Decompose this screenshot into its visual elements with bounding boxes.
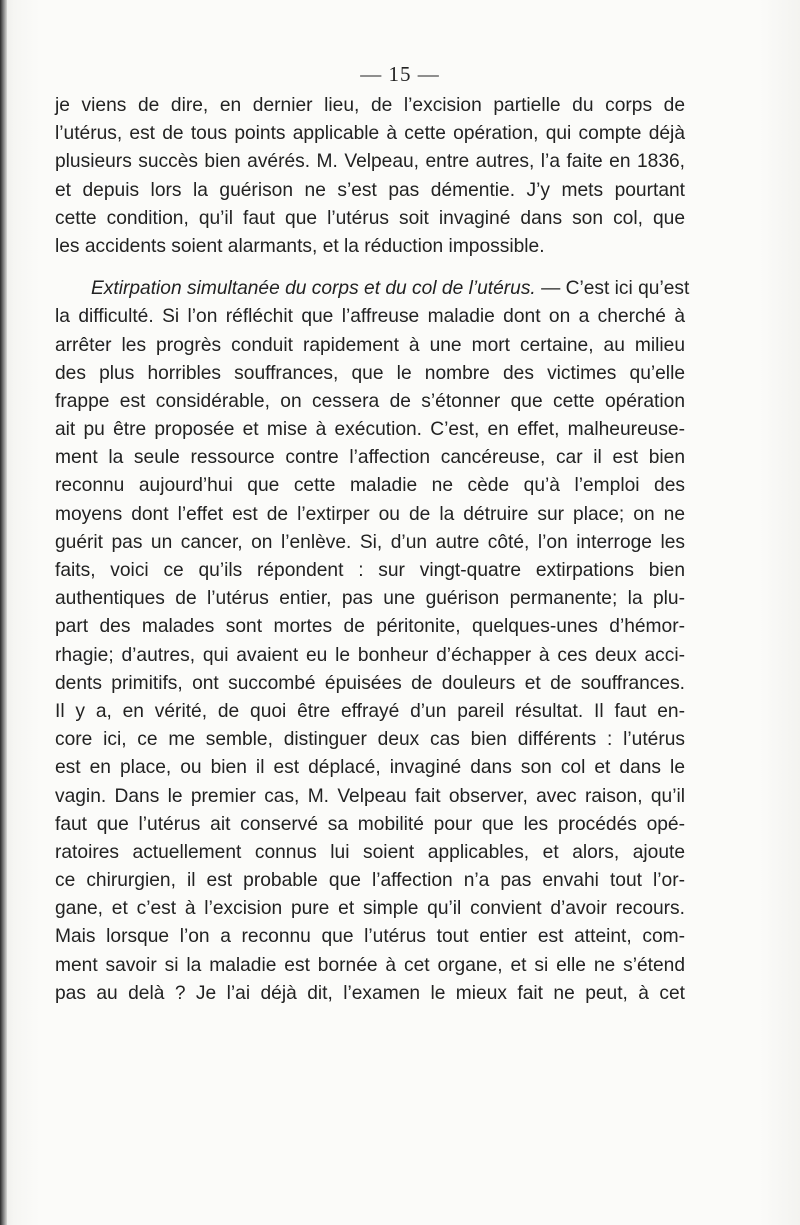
- heading-continuation: — C’est ici qu’est: [541, 278, 690, 300]
- text-line-heading: [55, 275, 690, 303]
- text-line: vagin. Dans le premier cas, M. Velpeau fait observer, avec raison, qu’il: [55, 785, 685, 807]
- text-line: Mais lorsque l’on a reconnu que l’utérus tout entier est atteint, com-: [55, 926, 685, 948]
- text-line: part des malades sont mortes de péritonite, quelques-unes d’hémor-: [55, 616, 685, 638]
- text-line: reconnu aujourd’hui que cette maladie ne cède qu’à l’emploi des: [55, 475, 685, 497]
- text-line: la difficulté. Si l’on réfléchit que l’affreuse maladie dont on a cherché à: [55, 306, 685, 328]
- text-line: l’utérus, est de tous points applicable à cette opération, qui compte déjà: [55, 123, 685, 145]
- text-line: ratoires actuellement connus lui soient applicables, et alors, ajoute: [55, 841, 685, 863]
- text-line: guérit pas un cancer, on l’enlève. Si, d’un autre côté, l’on interroge les: [55, 531, 685, 553]
- text-line: moyens dont l’effet est de l’extirper ou de la détruire sur place; on ne: [55, 503, 685, 525]
- text-line: est en place, ou bien il est déplacé, invaginé dans son col et dans le: [55, 757, 685, 779]
- section-heading: Extirpation simultanée du corps et du col de l’utérus.: [91, 278, 536, 300]
- text-line: Il y a, en vérité, de quoi être effrayé d’un pareil résultat. Il faut en-: [55, 700, 685, 722]
- binding-edge: [0, 0, 7, 1225]
- text-line: ce chirurgien, il est probable que l’affection n’a pas envahi tout l’or-: [55, 870, 685, 892]
- text-line: des plus horribles souffrances, que le nombre des victimes qu’elle: [55, 362, 685, 384]
- text-line: ait pu être proposée et mise à exécution. C’est, en effet, malheureuse-: [55, 419, 685, 441]
- text-line: dents primitifs, ont succombé épuisées de douleurs et de souffrances.: [55, 672, 685, 694]
- paragraph-2: [55, 275, 690, 1008]
- text-line: authentiques de l’utérus entier, pas une guérison permanente; la plu-: [55, 588, 685, 610]
- page-number: — 15 —: [360, 62, 440, 86]
- text-line: rhagie; d’autres, qui avaient eu le bonheur d’échapper à ces deux acci-: [55, 644, 685, 666]
- text-line: ment la seule ressource contre l’affection cancéreuse, car il est bien: [55, 447, 685, 469]
- text-line: plusieurs succès bien avérés. M. Velpeau, entre autres, l’a faite en 1836,: [55, 151, 685, 173]
- text-line: et depuis lors la guérison ne s’est pas démentie. J’y mets pourtant: [55, 179, 685, 201]
- text-line: faut que l’utérus ait conservé sa mobilité pour que les procédés opé-: [55, 813, 685, 835]
- text-line: arrêter les progrès conduit rapidement à une mort certaine, au milieu: [55, 334, 685, 356]
- paragraph-gap: [55, 261, 685, 275]
- text-line: pas au delà ? Je l’ai déjà dit, l’examen le mieux fait ne peut, à cet: [55, 982, 685, 1004]
- text-line: frappe est considérable, on cessera de s’étonner que cette opération: [55, 390, 685, 412]
- body-text: [55, 92, 690, 1008]
- text-line: les accidents soient alarmants, et la réduction impossible.: [55, 235, 545, 257]
- text-line: core ici, ce me semble, distinguer deux cas bien différents : l’utérus: [55, 729, 685, 751]
- text-line: je viens de dire, en dernier lieu, de l’excision partielle du corps de: [55, 95, 685, 116]
- text-line: faits, voici ce qu’ils répondent : sur vingt-quatre extirpations bien: [55, 560, 685, 581]
- text-line: ment savoir si la maladie est bornée à cet organe, et si elle ne s’étend: [55, 954, 685, 976]
- paragraph-1: [55, 92, 685, 261]
- text-line: cette condition, qu’il faut que l’utérus soit invaginé dans son col, que: [55, 207, 685, 229]
- text-line: gane, et c’est à l’excision pure et simple qu’il convient d’avoir recours.: [55, 898, 685, 920]
